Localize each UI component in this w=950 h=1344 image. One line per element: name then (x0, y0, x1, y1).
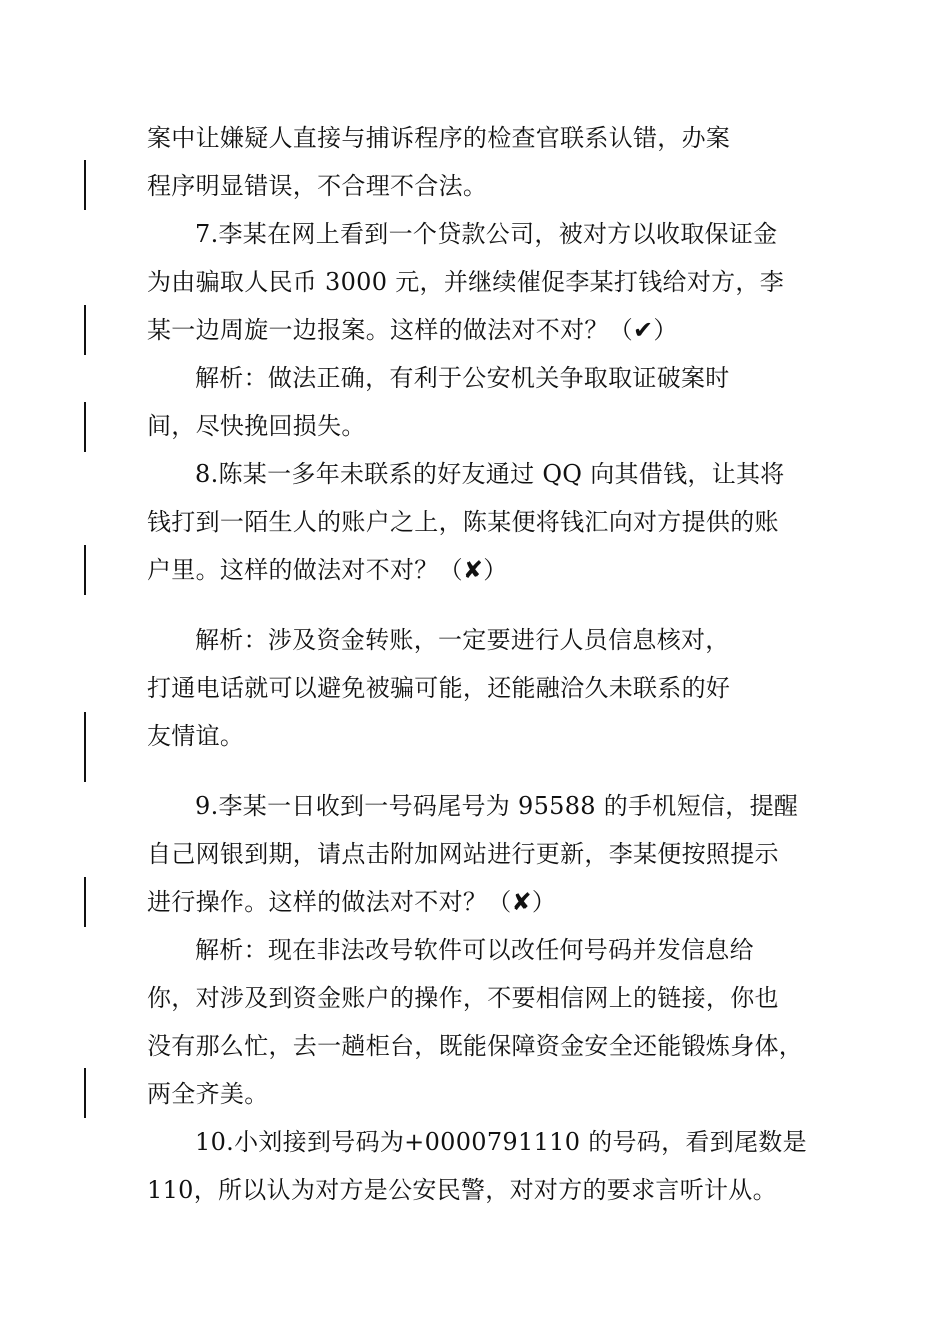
item-8-line: 8.陈某一多年未联系的好友通过 QQ 向其借钱，让其将 (195, 460, 785, 488)
item-7-line: 为由骗取人民币 3000 元，并继续催促李某打钱给对方，李 (147, 268, 785, 296)
margin-bar (84, 1068, 86, 1118)
item-8-line: 户里。这样的做法对不对？（✘） (147, 556, 508, 584)
margin-bar (84, 402, 86, 452)
item-8-line: 钱打到一陌生人的账户之上，陈某便将钱汇向对方提供的账 (147, 508, 779, 536)
item-9-line: 9.李某一日收到一号码尾号为 95588 的手机短信，提醒 (195, 792, 799, 820)
item-10-line: 110，所以认为对方是公安民警，对对方的要求言听计从。 (147, 1176, 777, 1204)
item-7-line: 某一边周旋一边报案。这样的做法对不对？（✔） (147, 316, 678, 344)
item-9-line: 进行操作。这样的做法对不对？（✘） (147, 888, 557, 916)
item-9-line: 自己网银到期，请点击附加网站进行更新，李某便按照提示 (147, 840, 779, 868)
margin-bar (84, 877, 86, 927)
analysis-line: 打通电话就可以避免被骗可能，还能融洽久未联系的好 (147, 674, 731, 702)
analysis-line: 间，尽快挽回损失。 (147, 412, 366, 440)
item-10-line: 10.小刘接到号码为+0000791110 的号码，看到尾数是 (195, 1128, 807, 1156)
item-7-line: 7.李某在网上看到一个贷款公司，被对方以收取保证金 (195, 220, 778, 248)
margin-bar (84, 545, 86, 595)
margin-bar (84, 712, 86, 782)
text-line: 程序明显错误，不合理不合法。 (147, 172, 488, 200)
text-line: 案中让嫌疑人直接与捕诉程序的检查官联系认错，办案 (147, 124, 731, 152)
analysis-line: 解析：现在非法改号软件可以改任何号码并发信息给 (195, 936, 754, 964)
analysis-line: 两全齐美。 (147, 1080, 269, 1108)
analysis-line: 你，对涉及到资金账户的操作，不要相信网上的链接，你也 (147, 984, 779, 1012)
analysis-line: 没有那么忙，去一趟柜台，既能保障资金安全还能锻炼身体， (147, 1032, 804, 1060)
margin-bar (84, 305, 86, 355)
analysis-line: 友情谊。 (147, 722, 245, 750)
analysis-line: 解析：涉及资金转账，一定要进行人员信息核对， (195, 626, 730, 654)
margin-bar (84, 160, 86, 210)
analysis-line: 解析：做法正确，有利于公安机关争取取证破案时 (195, 364, 730, 392)
